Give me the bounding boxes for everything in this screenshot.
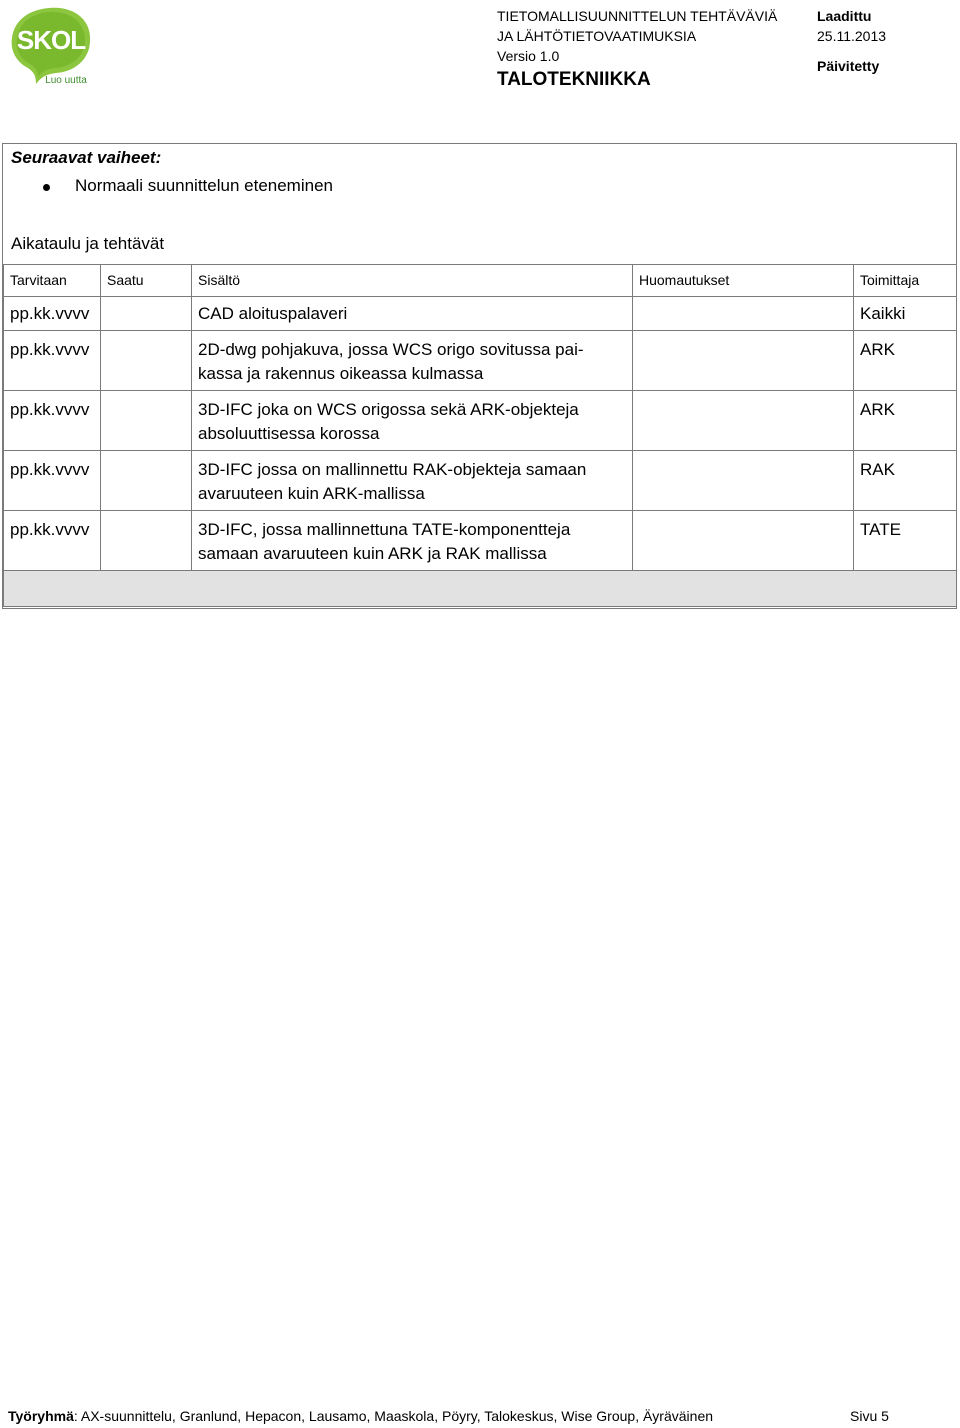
row-notes <box>633 451 854 511</box>
row-supplier: RAK <box>854 451 957 511</box>
document-meta <box>817 6 886 76</box>
table-header-row <box>4 265 957 297</box>
received-date <box>101 451 192 511</box>
row-notes <box>633 391 854 451</box>
document-header <box>497 6 777 92</box>
next-step-item: Normaali suunnittelun eteneminen <box>75 176 333 195</box>
received-date <box>101 297 192 331</box>
doc-version: Versio 1.0 <box>497 48 560 64</box>
row-notes <box>633 297 854 331</box>
logo-text: SKOL <box>16 25 86 55</box>
footer-group-text: : AX-suunnittelu, Granlund, Hepacon, Lausamo, Maaskola, Pöyry, Talokeskus, Wise Group, Äyräväinen <box>73 1408 714 1424</box>
table-row <box>4 297 957 331</box>
table-footer-cell <box>4 571 957 607</box>
received-date <box>101 391 192 451</box>
received-date <box>101 511 192 571</box>
schedule-title: Aikataulu ja tehtävät <box>11 234 165 253</box>
schedule-table <box>3 264 957 607</box>
col-header-content: Sisältö <box>192 265 633 297</box>
doc-section: TALOTEKNIIKKA <box>497 69 651 90</box>
doc-title-line2: JA LÄHTÖTIETOVAATIMUKSIA <box>497 28 697 44</box>
table-row <box>4 511 957 571</box>
col-header-needed: Tarvitaan <box>4 265 101 297</box>
next-steps-title: Seuraavat vaiheet: <box>11 148 162 167</box>
needed-date: pp.kk.vvvv <box>4 511 101 571</box>
created-label: Laadittu <box>817 8 872 24</box>
table-row <box>4 451 957 511</box>
footer-group-label: Työryhmä <box>8 1408 74 1424</box>
table-row <box>4 391 957 451</box>
table-row <box>4 331 957 391</box>
logo-tagline: Luo uutta <box>45 75 87 86</box>
needed-date: pp.kk.vvvv <box>4 297 101 331</box>
row-content: CAD aloituspalaveri <box>192 297 633 331</box>
updated-label: Päivitetty <box>817 58 880 74</box>
received-date <box>101 331 192 391</box>
row-content: 3D-IFC jossa on mallinnettu RAK-objekteja samaan avaruuteen kuin ARK-mallissa <box>192 451 633 511</box>
needed-date: pp.kk.vvvv <box>4 391 101 451</box>
row-content: 3D-IFC, jossa mallinnettuna TATE-komponentteja samaan avaruuteen kuin ARK ja RAK mallissa <box>192 511 633 571</box>
row-content: 3D-IFC joka on WCS origossa sekä ARK-objekteja absoluuttisessa korossa <box>192 391 633 451</box>
row-supplier: ARK <box>854 391 957 451</box>
col-header-received: Saatu <box>101 265 192 297</box>
needed-date: pp.kk.vvvv <box>4 451 101 511</box>
content-frame <box>2 143 957 609</box>
page-number: Sivu 5 <box>850 1408 889 1424</box>
page-footer <box>8 1408 713 1424</box>
row-notes <box>633 331 854 391</box>
row-content: 2D-dwg pohjakuva, jossa WCS origo sovitussa pai- kassa ja rakennus oikeassa kulmassa <box>192 331 633 391</box>
created-date: 25.11.2013 <box>817 28 887 44</box>
skol-logo <box>10 6 96 86</box>
doc-title-line1: TIETOMALLISUUNNITTELUN TEHTÄVÄVIÄ <box>497 8 778 24</box>
col-header-notes: Huomautukset <box>633 265 854 297</box>
row-supplier: TATE <box>854 511 957 571</box>
row-supplier: ARK <box>854 331 957 391</box>
row-supplier: Kaikki <box>854 297 957 331</box>
needed-date: pp.kk.vvvv <box>4 331 101 391</box>
col-header-supplier: Toimittaja <box>854 265 957 297</box>
table-footer-row <box>4 571 957 607</box>
bullet-icon <box>43 184 50 191</box>
row-notes <box>633 511 854 571</box>
